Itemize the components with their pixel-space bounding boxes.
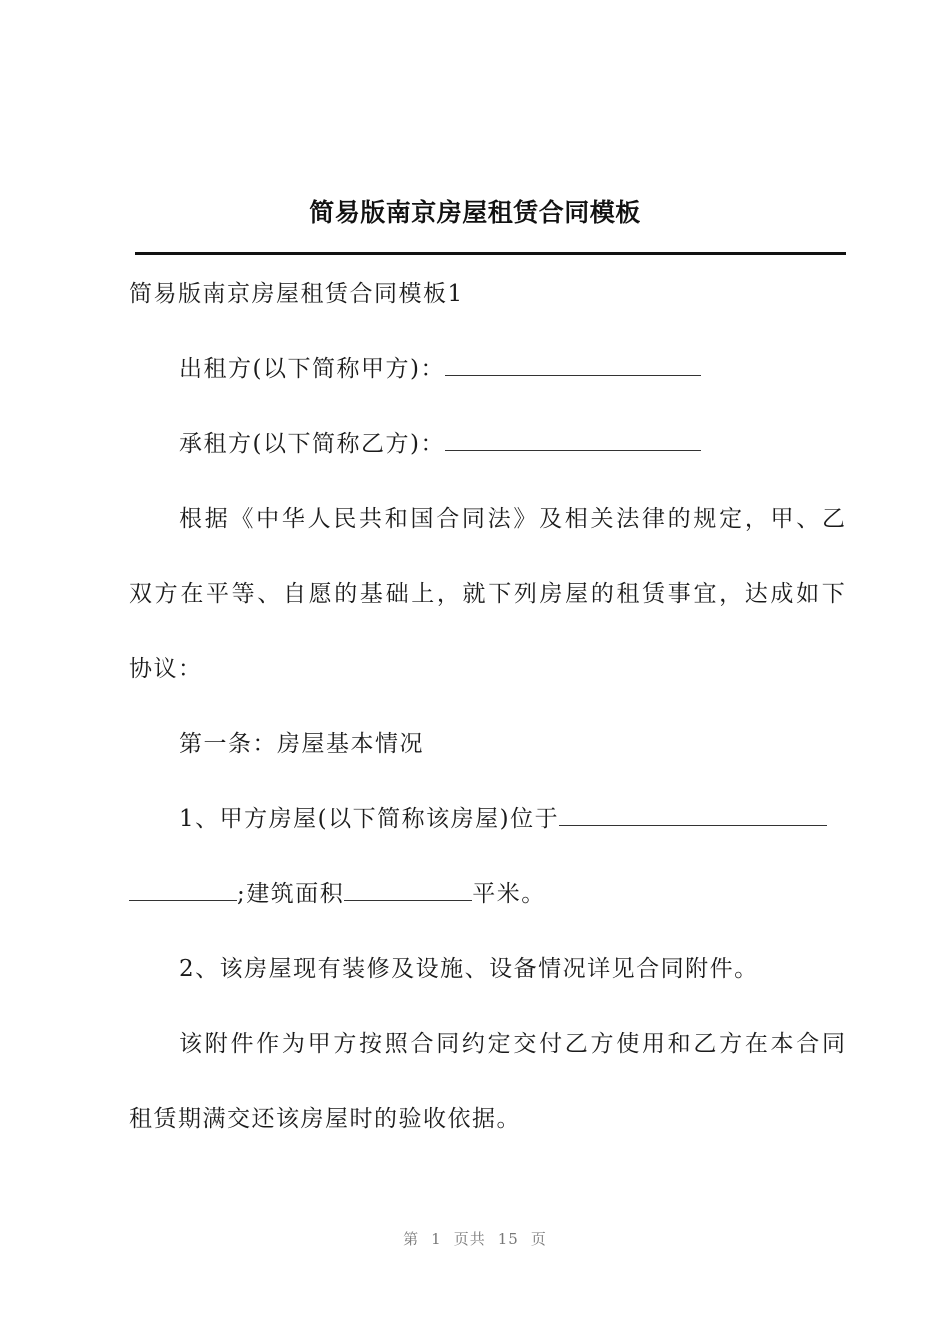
text-char: 房: [539, 581, 563, 607]
location-blank-continued: [129, 878, 237, 901]
text-char: 关: [590, 506, 614, 532]
text-char: ，: [436, 581, 460, 607]
text-char: 华: [281, 506, 305, 532]
text-char: 规: [693, 506, 717, 532]
area-unit: 平米。: [472, 881, 546, 907]
item-1-area-line: [129, 878, 845, 910]
text-char: 民: [333, 506, 357, 532]
annex-line-1: [179, 1028, 845, 1060]
text-char: 交: [513, 1031, 537, 1057]
text-char: 国: [410, 506, 434, 532]
text-char: 在: [744, 1031, 768, 1057]
lessee-blank: [445, 428, 701, 451]
text-char: 同: [821, 1031, 845, 1057]
text-char: 约: [461, 1031, 485, 1057]
text-char: 愿: [308, 581, 332, 607]
text-char: 上: [411, 581, 435, 607]
text-char: 甲: [770, 506, 794, 532]
text-char: 的: [667, 506, 691, 532]
intro-line-2: [129, 578, 845, 610]
text-char: 下: [488, 581, 512, 607]
text-char: 附: [204, 1031, 228, 1057]
location-blank: [559, 803, 827, 826]
text-char: 列: [513, 581, 537, 607]
text-char: 方: [590, 1031, 614, 1057]
text-char: 合: [410, 1031, 434, 1057]
text-char: 》: [513, 506, 537, 532]
text-char: 租: [616, 581, 640, 607]
text-char: 乙: [693, 1031, 717, 1057]
text-char: 宜: [693, 581, 717, 607]
text-char: ，: [719, 581, 743, 607]
item-1-line: [179, 803, 845, 835]
page-footer: [0, 1228, 950, 1249]
text-char: 《: [230, 506, 254, 532]
text-char: 合: [436, 506, 460, 532]
footer-middle: 页共: [453, 1230, 486, 1248]
text-char: 根: [179, 506, 202, 532]
text-char: 件: [230, 1031, 254, 1057]
text-char: 下: [821, 581, 845, 607]
text-char: 该: [179, 1031, 202, 1057]
intro-line-3: 协议：: [129, 656, 203, 682]
text-char: 按: [359, 1031, 383, 1057]
area-blank: [344, 878, 472, 901]
area-label: ;建筑面积: [237, 881, 345, 907]
document-title: 简易版南京房屋租赁合同模板: [309, 198, 641, 227]
text-char: 据: [204, 506, 228, 532]
text-char: 如: [796, 581, 820, 607]
text-char: 赁: [642, 581, 666, 607]
text-char: 的: [334, 581, 358, 607]
text-char: 达: [744, 581, 768, 607]
text-char: 中: [256, 506, 280, 532]
text-char: 平: [205, 581, 229, 607]
text-char: 方: [719, 1031, 743, 1057]
text-char: 法: [616, 506, 640, 532]
lessor-label: 出租方(以下简称甲方)：: [179, 356, 445, 382]
text-char: 共: [359, 506, 383, 532]
lessor-blank: [445, 353, 701, 376]
lessee-line: [179, 428, 845, 460]
footer-suffix: 页: [530, 1230, 547, 1248]
text-char: 方: [154, 581, 178, 607]
lessor-line: [179, 353, 845, 385]
text-char: 使: [616, 1031, 640, 1057]
text-char: 同: [461, 506, 485, 532]
article-1-heading: 第一条：房屋基本情况: [179, 731, 424, 757]
text-char: 作: [256, 1031, 280, 1057]
text-char: 定: [719, 506, 743, 532]
text-char: 就: [462, 581, 486, 607]
text-char: 同: [436, 1031, 460, 1057]
title-divider: [135, 252, 846, 255]
annex-line-2: 租赁期满交还该房屋时的验收依据。: [129, 1106, 521, 1132]
text-char: 乙: [821, 506, 845, 532]
text-char: 的: [590, 581, 614, 607]
text-char: 、: [257, 581, 281, 607]
text-char: 和: [384, 506, 408, 532]
text-char: 用: [641, 1031, 665, 1057]
text-char: 甲: [307, 1031, 331, 1057]
text-char: 定: [487, 1031, 511, 1057]
item-1-location-label: 1、甲方房屋(以下简称该房屋)位于: [179, 806, 560, 832]
item-2-line: 2、该房屋现有装修及设施、设备情况详见合同附件。: [179, 956, 759, 982]
text-char: 为: [281, 1031, 305, 1057]
text-char: 相: [564, 506, 588, 532]
text-char: 方: [333, 1031, 357, 1057]
text-char: 付: [539, 1031, 563, 1057]
text-char: 人: [307, 506, 331, 532]
text-char: 法: [487, 506, 511, 532]
text-char: 双: [129, 581, 152, 607]
text-char: 基: [359, 581, 383, 607]
text-char: 屋: [565, 581, 589, 607]
footer-page-number: 1: [431, 1230, 442, 1248]
text-char: 及: [539, 506, 563, 532]
footer-total-pages: 15: [497, 1230, 519, 1248]
footer-prefix: 第: [403, 1230, 420, 1248]
text-char: 成: [770, 581, 794, 607]
text-char: 等: [231, 581, 255, 607]
text-char: 事: [667, 581, 691, 607]
text-char: 乙: [564, 1031, 588, 1057]
lessee-label: 承租方(以下简称乙方)：: [179, 431, 445, 457]
text-char: 律: [641, 506, 665, 532]
text-char: 、: [796, 506, 820, 532]
text-char: 自: [282, 581, 306, 607]
intro-line-1: [179, 503, 845, 535]
contract-subtitle: 简易版南京房屋租赁合同模板1: [129, 281, 464, 307]
text-char: 本: [770, 1031, 794, 1057]
text-char: 合: [796, 1031, 820, 1057]
text-char: 础: [385, 581, 409, 607]
text-char: 在: [180, 581, 204, 607]
text-char: 和: [667, 1031, 691, 1057]
text-char: 照: [384, 1031, 408, 1057]
text-char: ，: [744, 506, 768, 532]
